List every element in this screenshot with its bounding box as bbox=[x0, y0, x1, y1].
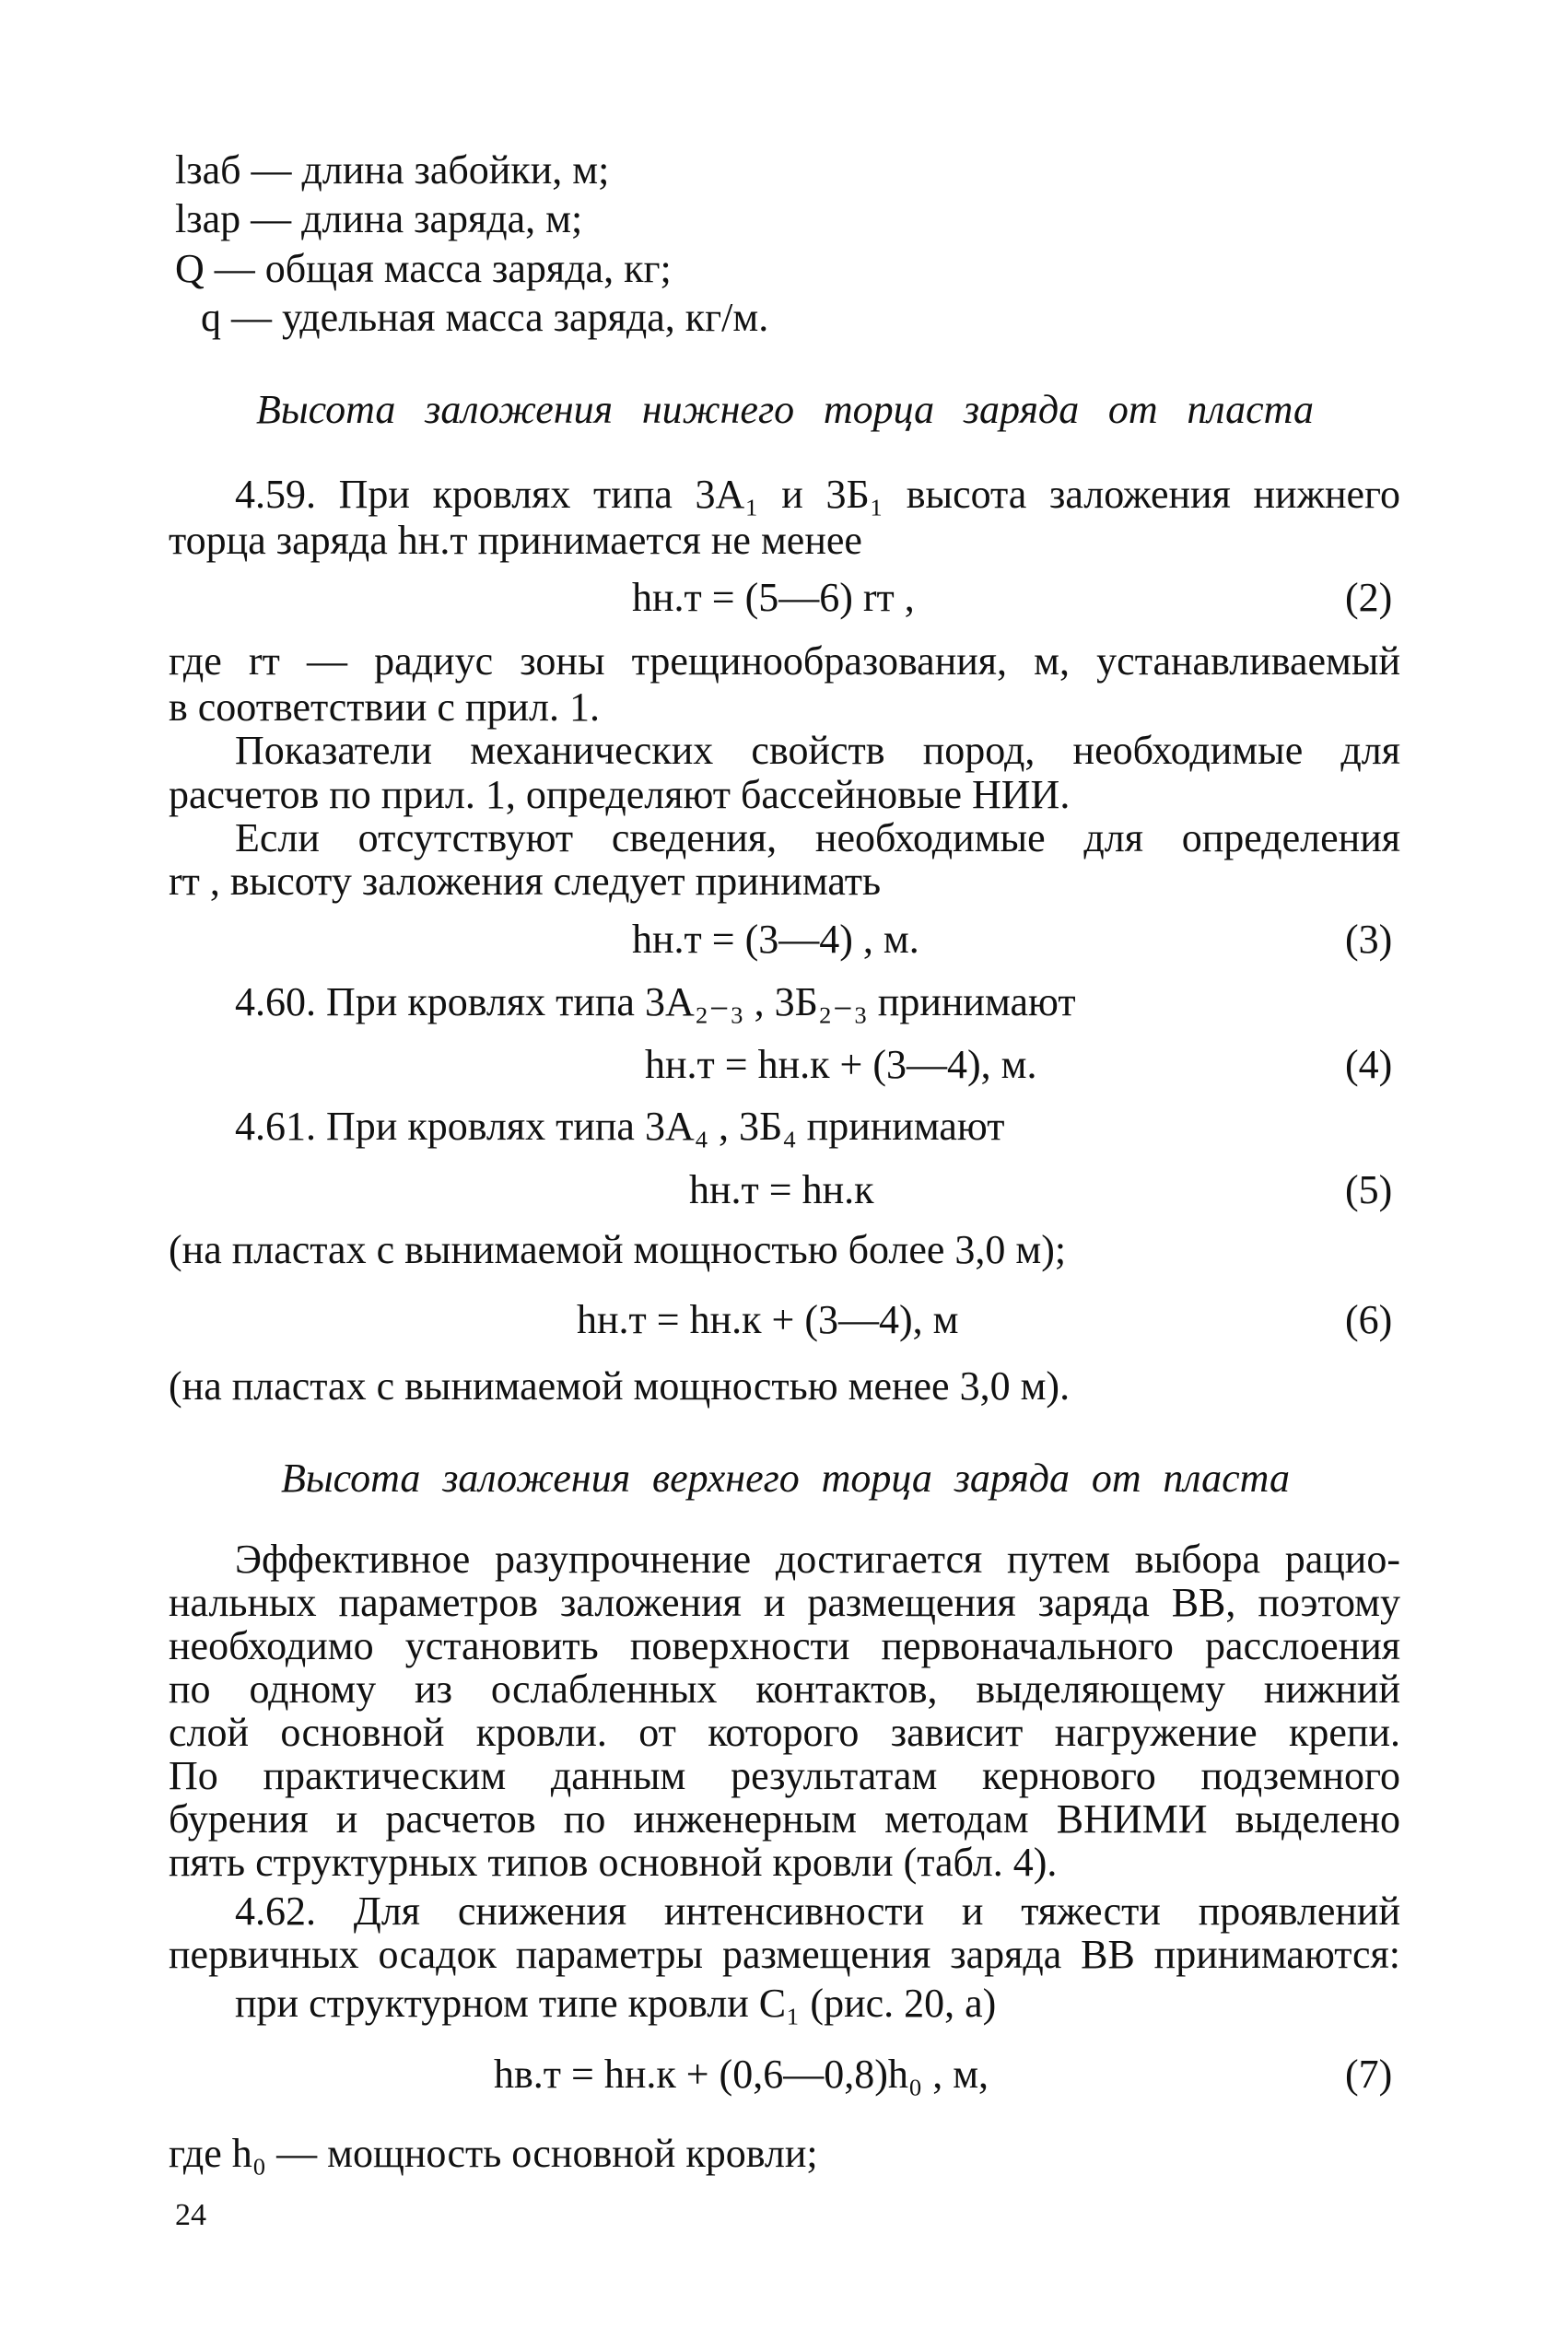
paragraph-line: пять структурных типов основной кровли (табл. 4). bbox=[169, 1840, 1058, 1885]
paragraph-line: 4.60. При кровлях типа 3А₂₋₃ , 3Б₂₋₃ принимают bbox=[235, 979, 1076, 1024]
paragraph-line: rт , высоту заложения следует принимать bbox=[169, 859, 882, 904]
section-heading: Высота заложения верхнего торца заряда от пласта bbox=[281, 1456, 1290, 1501]
paragraph-line: в соответствии с прил. 1. bbox=[169, 684, 600, 730]
paragraph-line: по одному из ослабленных контактов, выделяющему нижний bbox=[169, 1667, 1400, 1712]
paragraph-line: 4.62. Для снижения интенсивности и тяжести проявлений bbox=[235, 1889, 1400, 1934]
paragraph-line: нальных параметров заложения и размещения заряда ВВ, поэтому bbox=[169, 1580, 1400, 1625]
paragraph-line: первичных осадок параметры размещения заряда ВВ принимаются: bbox=[169, 1932, 1400, 1977]
equation-number: (2) bbox=[1345, 575, 1393, 620]
equation-formula: hн.т = hн.к + (3—4), м bbox=[577, 1297, 959, 1342]
equation-number: (4) bbox=[1345, 1042, 1393, 1087]
equation-formula: hн.т = (5—6) rт , bbox=[632, 575, 915, 620]
paragraph-line: где rт — радиус зоны трещинообразования, м, устанавливаемый bbox=[169, 638, 1400, 684]
equation-formula: hн.т = hн.к + (3—4), м. bbox=[645, 1042, 1037, 1087]
paragraph-line: бурения и расчетов по инженерным методам ВНИМИ выделено bbox=[169, 1796, 1400, 1842]
section-heading: Высота заложения нижнего торца заряда от пласта bbox=[256, 387, 1314, 432]
page-number: 24 bbox=[175, 2198, 206, 2232]
equation-number: (7) bbox=[1345, 2052, 1393, 2097]
paragraph-line: где h₀ — мощность основной кровли; bbox=[169, 2131, 818, 2176]
paragraph-line: (на пластах с вынимаемой мощностью менее 3,0 м). bbox=[169, 1363, 1071, 1409]
definition-line: Q — общая масса заряда, кг; bbox=[175, 246, 672, 291]
equation-formula: hв.т = hн.к + (0,6—0,8)h₀ , м, bbox=[494, 2052, 989, 2097]
definition-line: lзаб — длина забойки, м; bbox=[175, 147, 610, 193]
paragraph-line: Если отсутствуют сведения, необходимые для определения bbox=[235, 815, 1400, 860]
paragraph-line: расчетов по прил. 1, определяют бассейновые НИИ. bbox=[169, 772, 1071, 817]
paragraph-line: торца заряда hн.т принимается не менее bbox=[169, 518, 862, 563]
equation-number: (6) bbox=[1345, 1297, 1393, 1342]
equation-formula: hн.т = hн.к bbox=[689, 1167, 874, 1212]
paragraph-line: при структурном типе кровли C₁ (рис. 20, а) bbox=[235, 1981, 997, 2026]
definition-line: lзар — длина заряда, м; bbox=[175, 196, 583, 241]
paragraph-line: 4.59. При кровлях типа 3А₁ и 3Б₁ высота заложения нижнего bbox=[235, 472, 1400, 517]
definition-line: q — удельная масса заряда, кг/м. bbox=[201, 295, 769, 340]
paragraph-line: По практическим данным результатам кернового подземного bbox=[169, 1753, 1400, 1798]
paragraph-line: слой основной кровли. от которого зависит нагружение крепи. bbox=[169, 1710, 1400, 1755]
equation-number: (5) bbox=[1345, 1167, 1393, 1212]
equation-formula: hн.т = (3—4) , м. bbox=[632, 917, 919, 962]
paragraph-line: 4.61. При кровлях типа 3А₄ , 3Б₄ принимают bbox=[235, 1104, 1005, 1149]
equation-number: (3) bbox=[1345, 917, 1393, 962]
paragraph-line: необходимо установить поверхности первоначального расслоения bbox=[169, 1623, 1400, 1668]
paragraph-line: Показатели механических свойств пород, необходимые для bbox=[235, 728, 1400, 773]
paragraph-line: Эффективное разупрочнение достигается путем выбора рацио- bbox=[235, 1537, 1400, 1582]
paragraph-line: (на пластах с вынимаемой мощностью более 3,0 м); bbox=[169, 1227, 1067, 1272]
